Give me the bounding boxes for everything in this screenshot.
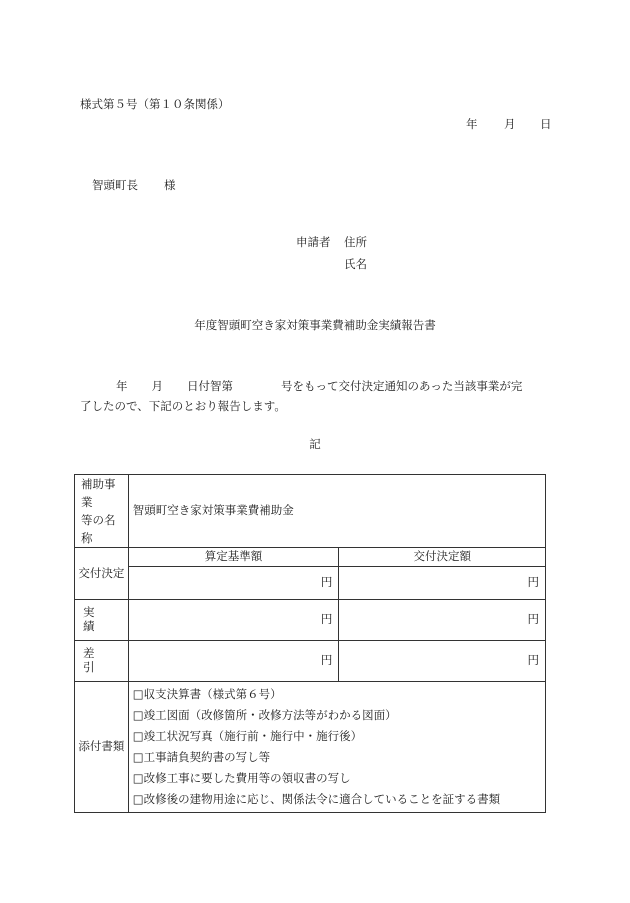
- project-name-value: 智頭町空き家対策事業費補助金: [128, 475, 545, 548]
- addressee: [92, 179, 176, 193]
- col-base-amount: 算定基準額: [128, 548, 339, 567]
- date-line: [466, 118, 552, 132]
- decision-amount-cell: 円: [339, 567, 546, 600]
- actual-decision-cell: 円: [339, 600, 546, 641]
- body-line1-rest: 号をもって交付決定通知のあった当該事業が完: [281, 379, 523, 393]
- decision-label: 交付決定: [75, 548, 129, 600]
- applicant-name-label: 氏名: [344, 257, 367, 271]
- actual-base-cell: 円: [128, 600, 339, 641]
- date-year: 年: [466, 117, 478, 131]
- difference-base-cell: 円: [128, 641, 339, 682]
- addressee-name: 智頭町長: [92, 178, 138, 192]
- attachment-item: □工事請負契約書の写し等: [132, 750, 271, 764]
- base-amount-cell: 円: [128, 567, 339, 600]
- difference-decision-cell: 円: [339, 641, 546, 682]
- attachment-item: □改修後の建物用途に応じ、関係法令に適合していることを証する書類: [132, 792, 501, 806]
- applicant-address-label: 住所: [344, 235, 367, 249]
- attachments-label: 添付書類: [75, 682, 129, 813]
- document-title: 年度智頭町空き家対策事業費補助金実績報告書: [194, 318, 436, 332]
- attachment-item: □竣工図面（改修箇所・改修方法等がわかる図面）: [132, 708, 397, 722]
- project-name-label: [75, 475, 129, 548]
- project-name-label-line2: 等の名称: [81, 513, 116, 545]
- col-decision-amount: 交付決定額: [339, 548, 546, 567]
- applicant-block: [296, 236, 367, 280]
- body-line2: 了したので、下記のとおり報告します。: [80, 399, 286, 413]
- applicant-role: 申請者: [296, 235, 331, 249]
- body-year: 年: [116, 379, 128, 393]
- ki-heading: 記: [309, 437, 321, 451]
- project-name-label-line1: 補助事業: [81, 477, 116, 509]
- record-table: [74, 474, 546, 813]
- attachment-item: □収支決算書（様式第６号）: [132, 687, 282, 701]
- date-day: 日: [540, 117, 552, 131]
- addressee-honorific: 様: [164, 178, 176, 192]
- attachment-item: □竣工状況写真（施行前・施行中・施行後）: [132, 729, 363, 743]
- attachments-list: [128, 682, 545, 813]
- attachment-item: □改修工事に要した費用等の領収書の写し: [132, 771, 351, 785]
- difference-label: 差 引: [75, 641, 129, 682]
- body-month: 月: [151, 379, 163, 393]
- body-text: [80, 376, 550, 416]
- form-number: 様式第５号（第１０条関係）: [80, 97, 230, 111]
- date-month: 月: [504, 117, 516, 131]
- actual-label: 実 績: [75, 600, 129, 641]
- body-day-prefix: 日付智第: [187, 379, 233, 393]
